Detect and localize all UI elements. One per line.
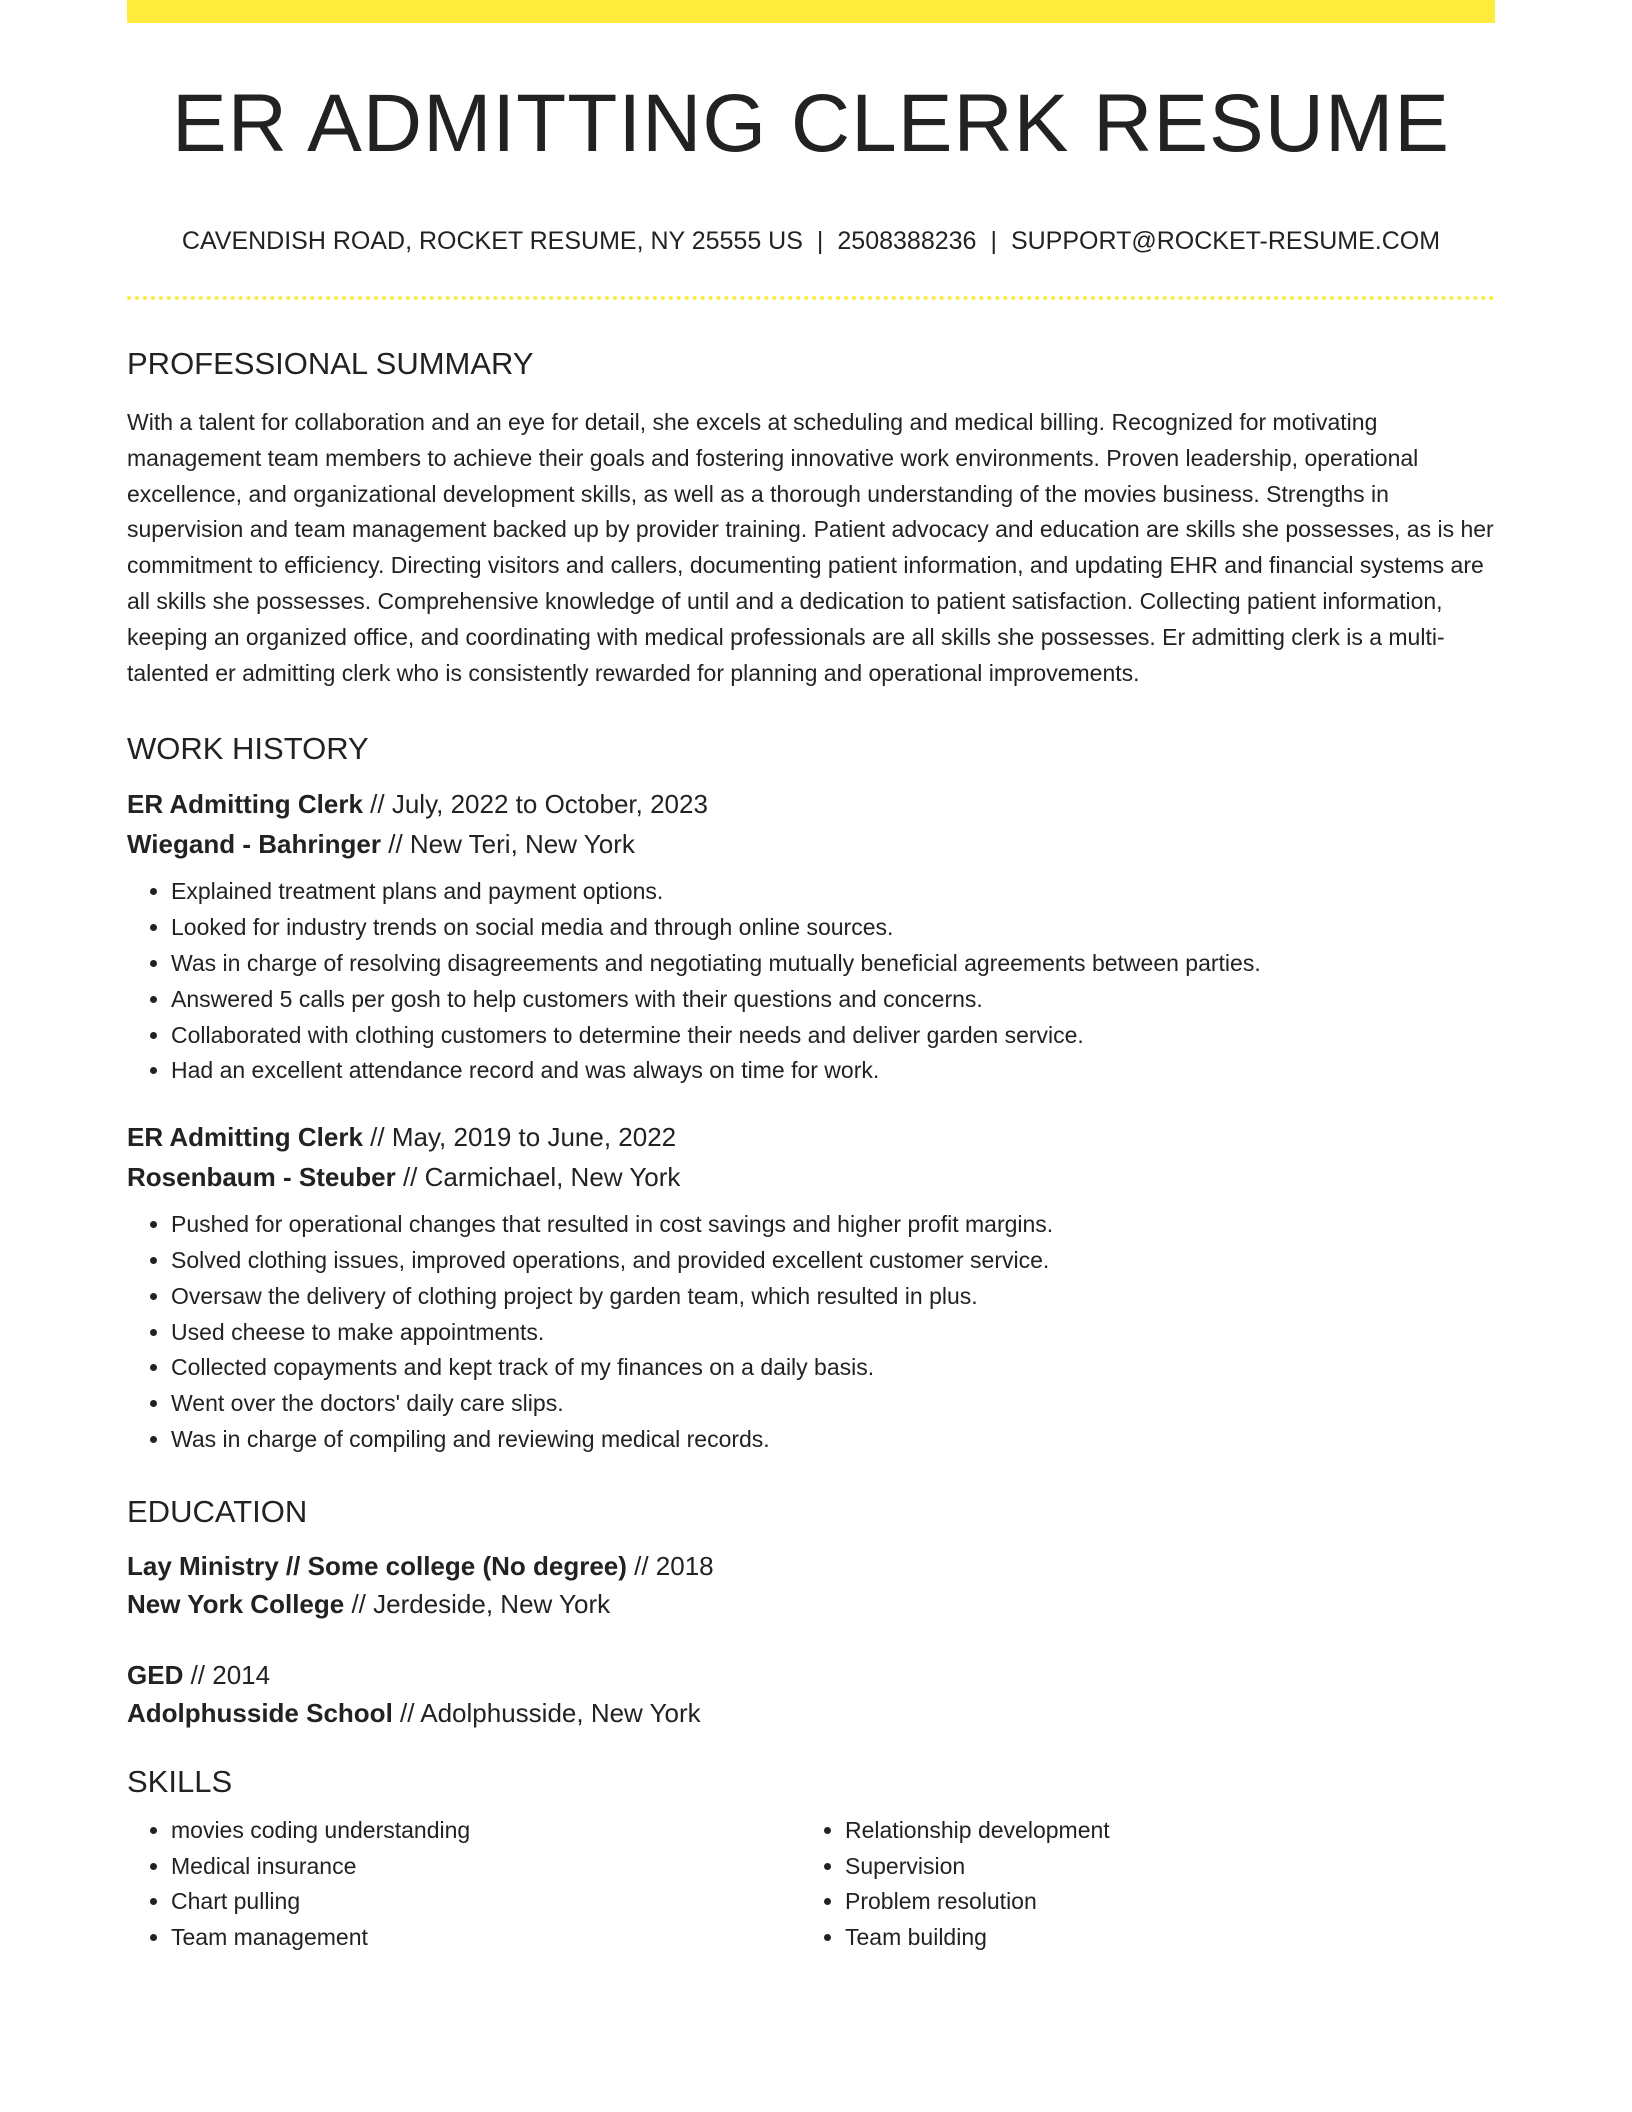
list-item: • Team management <box>171 1920 801 1956</box>
skills-heading: SKILLS <box>127 1763 233 1799</box>
education-school: New York College <box>127 1588 345 1619</box>
dotted-divider <box>127 296 1495 300</box>
resume-title: ER ADMITTING CLERK RESUME <box>172 78 1450 169</box>
skills-grid <box>127 1813 1495 1956</box>
job-title-line <box>127 1117 1495 1157</box>
job-location: // Carmichael, New York <box>395 1162 681 1193</box>
job-entry <box>127 784 1495 1089</box>
list-item: • Oversaw the delivery of clothing project by garden team, which resulted in plus. <box>171 1279 1495 1315</box>
summary-heading: PROFESSIONAL SUMMARY <box>127 346 534 381</box>
job-bullets <box>127 1207 1495 1458</box>
job-dates: // July, 2022 to October, 2023 <box>362 789 708 820</box>
job-entry <box>127 1117 1495 1458</box>
job-dates: // May, 2019 to June, 2022 <box>362 1122 677 1153</box>
list-item: • Looked for industry trends on social media and through online sources. <box>171 910 1495 946</box>
job-company: Rosenbaum - Steuber <box>127 1162 396 1193</box>
list-item: • Supervision <box>845 1849 1475 1885</box>
education-school: Adolphusside School <box>127 1697 393 1728</box>
list-item: • Chart pulling <box>171 1884 801 1920</box>
contact-separator: | <box>990 227 997 255</box>
contact-line <box>127 229 1495 254</box>
list-item: • Relationship development <box>845 1813 1475 1849</box>
summary-text: With a talent for collaboration and an eye for detail, she excels at scheduling and medical billing. Recognized for motivating management team members to achieve their goals and fostering innovative work environments. Proven leadership, operational excellence, and organizational development skills, as well as a thorough understanding of the movies business. Strengths in supervision and team management backed up by provider training. Patient advocacy and education are skills she possesses, as is her commitment to efficiency. Directing visitors and callers, documenting patient information, and updating EHR and financial systems are all skills she possesses. Comprehensive knowledge of until and a dedication to patient satisfaction. Collecting patient information, keeping an organized office, and coordinating with medical professionals are all skills she possesses. Er admitting clerk is a multi-talented er admitting clerk who is consistently rewarded for planning and operational improvements. <box>127 409 1494 686</box>
job-company: Wiegand - Bahringer <box>127 829 382 860</box>
job-company-line <box>127 1157 1495 1197</box>
education-heading: EDUCATION <box>127 1493 308 1529</box>
list-item: • Had an excellent attendance record and was always on time for work. <box>171 1053 1495 1089</box>
education-school-line <box>127 1694 1495 1732</box>
list-item: • Collaborated with clothing customers to determine their needs and deliver garden service. <box>171 1018 1495 1054</box>
contact-phone: 2508388236 <box>837 227 977 255</box>
education-location: // Jerdeside, New York <box>344 1588 611 1619</box>
list-item: • Went over the doctors' daily care slips. <box>171 1386 1495 1422</box>
list-item: • Problem resolution <box>845 1884 1475 1920</box>
job-position: ER Admitting Clerk <box>127 1122 363 1153</box>
skills-column-left <box>127 1813 801 1956</box>
education-entry <box>127 1656 1495 1732</box>
list-item: • Used cheese to make appointments. <box>171 1315 1495 1351</box>
list-item: • Answered 5 calls per gosh to help customers with their questions and concerns. <box>171 982 1495 1018</box>
list-item: • Pushed for operational changes that resulted in cost savings and higher profit margins. <box>171 1207 1495 1243</box>
contact-address: CAVENDISH ROAD, ROCKET RESUME, NY 25555 US <box>181 227 803 255</box>
job-bullets <box>127 874 1495 1089</box>
education-degree: Lay Ministry // Some college (No degree) <box>127 1550 627 1581</box>
job-company-line <box>127 824 1495 864</box>
education-entry <box>127 1547 1495 1623</box>
education-school-line <box>127 1585 1495 1623</box>
education-location: // Adolphusside, New York <box>392 1697 701 1728</box>
list-item: • Collected copayments and kept track of my finances on a daily basis. <box>171 1350 1495 1386</box>
list-item: • Explained treatment plans and payment options. <box>171 874 1495 910</box>
education-degree-line <box>127 1547 1495 1585</box>
education-degree: GED <box>127 1659 184 1690</box>
job-title-line <box>127 784 1495 824</box>
top-accent-bar <box>127 0 1495 23</box>
work-history-heading: WORK HISTORY <box>127 731 369 767</box>
list-item: • Solved clothing issues, improved operations, and provided excellent customer service. <box>171 1243 1495 1279</box>
list-item: • movies coding understanding <box>171 1813 801 1849</box>
education-year: // 2018 <box>626 1550 714 1581</box>
skills-column-right <box>801 1813 1475 1956</box>
list-item: • Team building <box>845 1920 1475 1956</box>
job-position: ER Admitting Clerk <box>127 789 363 820</box>
list-item: • Was in charge of resolving disagreements and negotiating mutually beneficial agreements between parties. <box>171 946 1495 982</box>
contact-email[interactable]: SUPPORT@ROCKET-RESUME.COM <box>1010 227 1441 255</box>
education-year: // 2014 <box>183 1659 271 1690</box>
job-location: // New Teri, New York <box>381 829 635 860</box>
list-item: • Medical insurance <box>171 1849 801 1885</box>
education-degree-line <box>127 1656 1495 1694</box>
list-item: • Was in charge of compiling and reviewing medical records. <box>171 1422 1495 1458</box>
resume-page <box>127 0 1495 1956</box>
contact-separator: | <box>816 227 824 255</box>
